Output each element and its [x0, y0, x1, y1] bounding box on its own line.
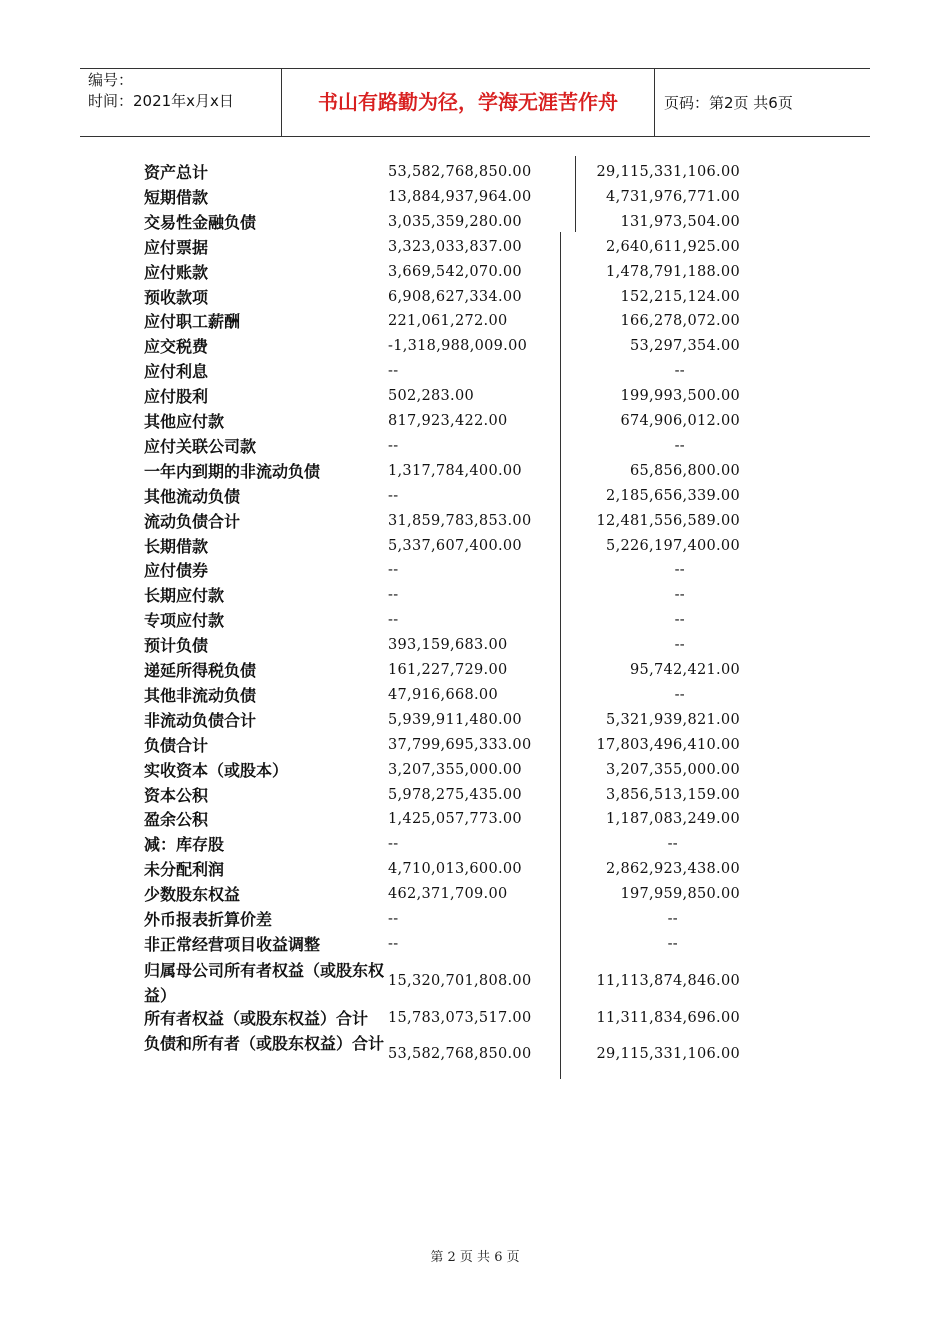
row-value-prior: --	[667, 836, 678, 853]
header-motto: 书山有路勤为径，学海无涯苦作舟	[318, 90, 618, 114]
row-label: 归属母公司所有者权益（或股东权益）	[144, 961, 385, 1005]
row-value-prior: 17,803,496,410.00	[596, 736, 740, 753]
row-value-prior: --	[674, 686, 685, 703]
row-value-prior: 29,115,331,106.00	[596, 164, 740, 180]
row-value-current: 817,923,422.00	[388, 413, 508, 429]
row-label: 实收资本（或股本）	[144, 760, 289, 780]
row-label: 负债和所有者（或股东权益）合计	[144, 1034, 385, 1053]
row-label: 所有者权益（或股东权益）合计	[144, 1009, 369, 1028]
row-label: 其他应付款	[144, 412, 225, 431]
row-value-current: --	[388, 487, 399, 504]
row-label: 其他非流动负债	[144, 685, 257, 705]
row-label: 应付账款	[144, 262, 209, 282]
row-label: 少数股东权益	[144, 885, 241, 905]
row-value-current: 6,908,627,334.00	[388, 288, 522, 305]
row-label: 应付票据	[144, 237, 209, 257]
row-value-current: 5,337,607,400.00	[388, 537, 522, 554]
row-label: 应交税费	[144, 337, 209, 357]
row-label: 外币报表折算价差	[144, 910, 273, 929]
row-value-prior: 5,321,939,821.00	[606, 711, 740, 728]
header-meta	[88, 70, 234, 112]
row-label: 流动负债合计	[144, 511, 241, 531]
row-value-current: 393,159,683.00	[388, 637, 508, 654]
row-value-current: 15,320,701,808.00	[388, 973, 532, 989]
row-value-prior: 131,973,504.00	[620, 213, 740, 230]
document-number: 编号：	[88, 71, 134, 89]
row-value-prior: 2,862,923,438.00	[606, 861, 740, 878]
row-value-current: 47,916,668.00	[388, 686, 498, 703]
row-value-current: 1,425,057,773.00	[388, 811, 522, 828]
row-value-current: --	[388, 562, 399, 579]
row-value-prior: 1,478,791,188.00	[606, 263, 740, 280]
row-value-prior: 11,113,874,846.00	[596, 973, 740, 989]
row-label: 非正常经营项目收益调整	[144, 934, 321, 954]
row-label: 盈余公积	[144, 810, 209, 830]
row-label: 应付债券	[144, 561, 209, 581]
row-value-prior: 199,993,500.00	[620, 388, 740, 405]
row-value-current: --	[388, 935, 399, 952]
row-value-prior: 1,187,083,249.00	[606, 811, 740, 828]
header-bottom-rule	[80, 136, 870, 137]
row-value-prior: 3,856,513,159.00	[606, 786, 740, 803]
row-value-current: 37,799,695,333.00	[388, 736, 532, 753]
row-label: 预收款项	[144, 287, 209, 307]
row-value-current: 3,035,359,280.00	[388, 213, 522, 230]
column-divider-upper	[575, 156, 576, 232]
row-value-prior: 152,215,124.00	[620, 288, 740, 305]
row-value-prior: --	[674, 363, 685, 380]
row-label: 应付职工薪酬	[144, 312, 241, 332]
row-value-current: 31,859,783,853.00	[388, 512, 532, 529]
row-value-current: 13,884,937,964.00	[388, 188, 532, 205]
row-value-prior: 674,906,012.00	[620, 413, 740, 429]
row-label: 资产总计	[144, 163, 209, 182]
row-value-current: 221,061,272.00	[388, 313, 508, 330]
row-label: 其他流动负债	[144, 486, 241, 506]
row-label: 资本公积	[144, 785, 209, 805]
row-value-prior: --	[674, 437, 685, 454]
row-value-current: 3,207,355,000.00	[388, 761, 522, 778]
row-value-prior: 95,742,421.00	[630, 662, 740, 678]
row-value-prior: 2,185,656,339.00	[606, 487, 740, 504]
row-value-prior: 166,278,072.00	[620, 313, 740, 330]
row-label: 未分配利润	[144, 860, 225, 880]
row-value-current: 3,669,542,070.00	[388, 263, 522, 280]
row-value-prior: 12,481,556,589.00	[596, 512, 740, 529]
row-value-prior: --	[674, 612, 685, 629]
row-label: 预计负债	[144, 636, 209, 656]
header-page-number: 页码：第2页 共6页	[664, 94, 793, 112]
header-divider-right	[654, 68, 655, 136]
row-label: 应付股利	[144, 387, 209, 407]
row-value-current: --	[388, 612, 399, 629]
row-value-prior: 5,226,197,400.00	[606, 537, 740, 554]
row-value-prior: 4,731,976,771.00	[606, 188, 740, 205]
row-value-current: 502,283.00	[388, 388, 475, 405]
row-label: 交易性金融负债	[144, 212, 257, 232]
row-value-prior: 197,959,850.00	[620, 886, 740, 903]
row-value-current: 462,371,709.00	[388, 886, 508, 903]
row-value-current: --	[388, 437, 399, 454]
row-label: 短期借款	[144, 187, 209, 207]
row-value-current: 5,978,275,435.00	[388, 786, 522, 803]
row-value-prior: --	[667, 911, 678, 927]
row-label: 一年内到期的非流动负债	[144, 461, 321, 481]
row-label: 非流动负债合计	[144, 710, 257, 730]
row-label: 应付关联公司款	[144, 436, 257, 456]
row-value-current: --	[388, 836, 399, 853]
row-value-prior: --	[674, 637, 685, 654]
page-footer: 第 2 页 共 6 页	[430, 1250, 520, 1265]
row-value-prior: --	[667, 935, 678, 952]
column-divider-lower	[560, 232, 561, 1079]
row-value-current: 4,710,013,600.00	[388, 861, 522, 878]
row-value-prior: 11,311,834,696.00	[596, 1010, 740, 1026]
row-label: 长期应付款	[144, 586, 225, 606]
row-value-current: 5,939,911,480.00	[388, 711, 522, 728]
row-label: 负债合计	[144, 735, 209, 755]
row-value-prior: --	[674, 587, 685, 604]
row-value-current: -1,318,988,009.00	[388, 338, 528, 355]
row-value-prior: 65,856,800.00	[630, 462, 740, 479]
row-value-current: --	[388, 911, 399, 927]
row-value-current: 53,582,768,850.00	[388, 164, 532, 180]
row-value-prior: 29,115,331,106.00	[596, 1046, 740, 1062]
row-label: 专项应付款	[144, 611, 225, 631]
row-label: 长期借款	[144, 536, 209, 556]
row-value-current: 161,227,729.00	[388, 662, 508, 678]
row-value-current: 1,317,784,400.00	[388, 462, 522, 479]
row-label: 递延所得税负债	[144, 661, 257, 680]
row-value-current: --	[388, 587, 399, 604]
row-value-current: --	[388, 363, 399, 380]
row-value-current: 15,783,073,517.00	[388, 1010, 532, 1026]
row-value-current: 3,323,033,837.00	[388, 238, 522, 255]
row-value-prior: --	[674, 562, 685, 579]
row-label: 减：库存股	[144, 835, 225, 855]
header-top-rule	[80, 68, 870, 69]
row-value-prior: 2,640,611,925.00	[606, 238, 740, 255]
document-time: 时间：2021年x月x日	[88, 92, 234, 110]
row-value-prior: 3,207,355,000.00	[606, 761, 740, 778]
row-value-prior: 53,297,354.00	[630, 338, 740, 355]
row-label: 应付利息	[144, 362, 209, 382]
row-value-current: 53,582,768,850.00	[388, 1046, 532, 1062]
